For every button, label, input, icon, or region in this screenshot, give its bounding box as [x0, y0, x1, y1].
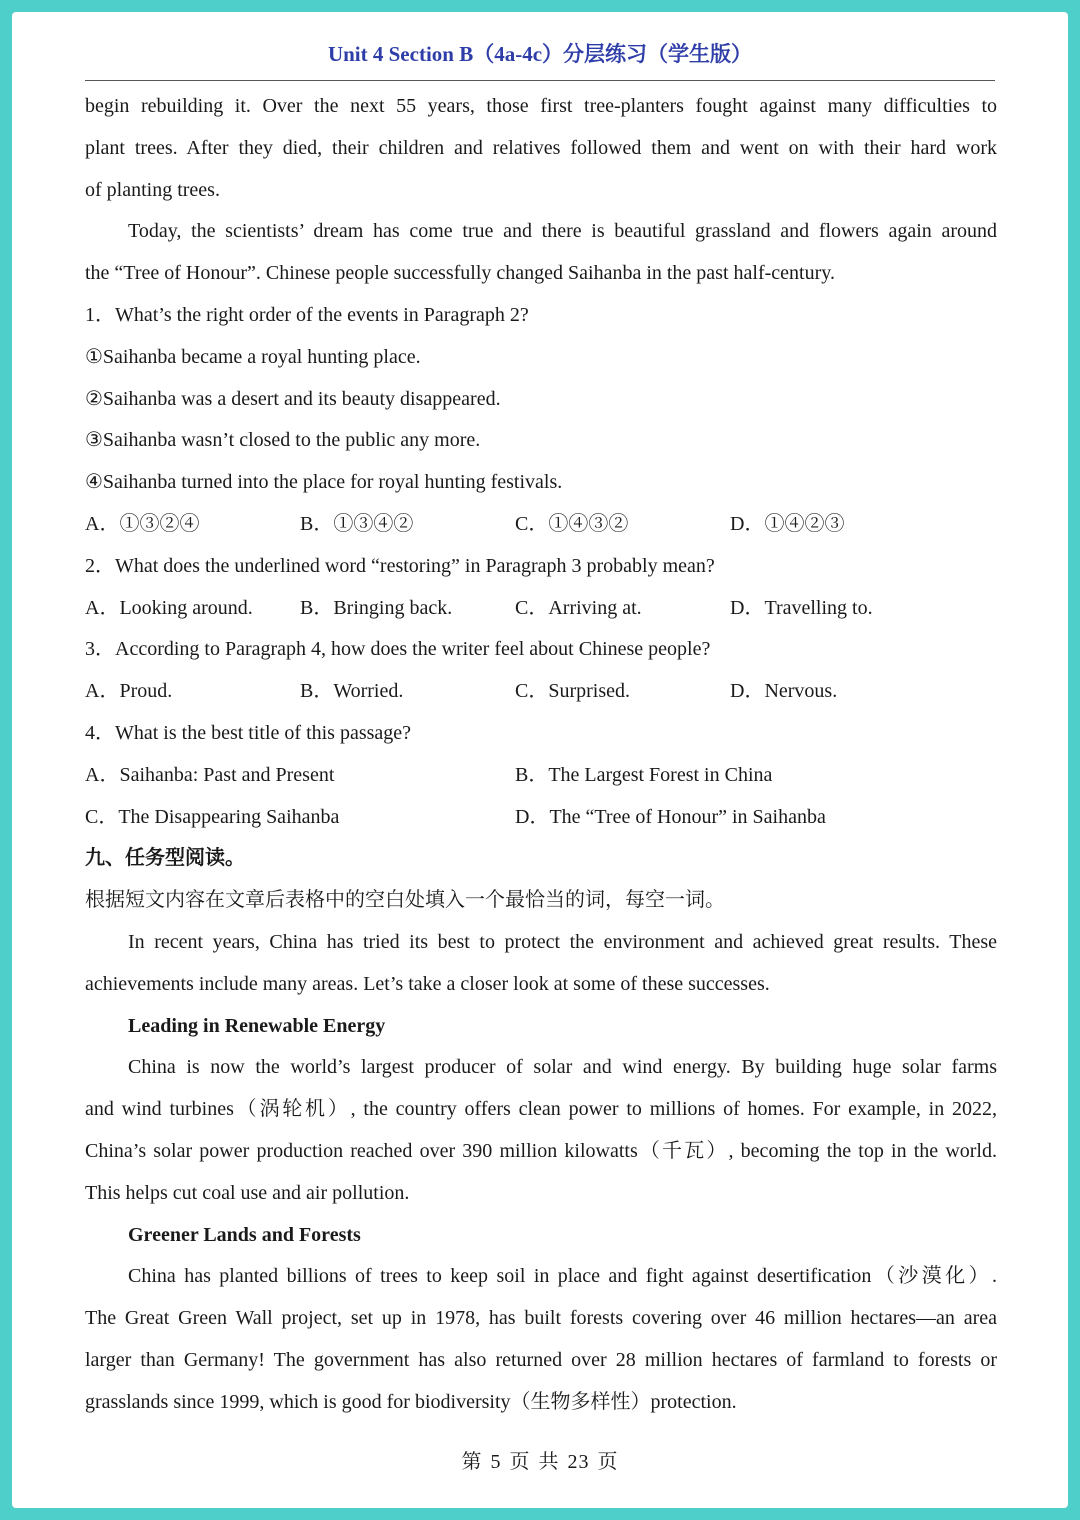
passage-line: China is now the world’s largest producer of solar and wind energy. By building huge solar farms: [128, 1056, 997, 1079]
question-1-stem: 1．What’s the right order of the events in Paragraph 2?: [85, 303, 529, 326]
footer-di: 第: [461, 1451, 483, 1473]
section-9-instruction: 根据短文内容在文章后表格中的空白处填入一个最恰当的词，每空一词。: [85, 889, 725, 912]
option-d: D．①④②③: [730, 512, 845, 535]
question-1-event: ④Saihanba turned into the place for royal hunting festivals.: [85, 471, 563, 494]
option-b: B．Bringing back.: [300, 596, 453, 619]
passage-line: and wind turbines（涡轮机）, the country offers clean power to millions of homes. For example, in 2022,: [85, 1098, 997, 1121]
subheading-renewable-energy: Leading in Renewable Energy: [128, 1014, 386, 1037]
passage-line: This helps cut coal use and air pollution.: [85, 1181, 410, 1204]
section-9-title: 九、任务型阅读。: [85, 847, 245, 870]
page-footer: [12, 1445, 1068, 1474]
option-d: D．Travelling to.: [730, 596, 873, 619]
passage-line: China has planted billions of trees to keep soil in place and fight against desertification（沙漠化）.: [128, 1265, 997, 1288]
passage-line: China’s solar power production reached over 390 million kilowatts（千瓦）, becoming the top in the world.: [85, 1139, 997, 1162]
passage-line: Today, the scientists’ dream has come true and there is beautiful grassland and flowers again around: [128, 220, 997, 243]
page-header-title: Unit 4 Section B（4a-4c）分层练习（学生版）: [327, 42, 753, 66]
question-4-options-cd: [85, 797, 997, 839]
question-4-options-ab: [85, 755, 997, 797]
passage-line: The Great Green Wall project, set up in 1978, has built forests covering over 46 million hectares—an area: [85, 1307, 997, 1330]
option-b: B．The Largest Forest in China: [515, 763, 773, 786]
option-a: A．Looking around.: [85, 596, 253, 619]
option-d: D．The “Tree of Honour” in Saihanba: [515, 805, 826, 828]
footer-ye: 页: [509, 1451, 531, 1473]
page-content: [85, 86, 997, 1424]
subheading-greener-lands: Greener Lands and Forests: [128, 1223, 361, 1246]
passage-line: larger than Germany! The government has also returned over 28 million hectares of farmland to forests or: [85, 1348, 997, 1371]
option-c: C．Arriving at.: [515, 596, 642, 619]
footer-total-pages: 23: [567, 1451, 590, 1473]
passage-line: grasslands since 1999, which is good for biodiversity（生物多样性）protection.: [85, 1390, 737, 1413]
passage-line: In recent years, China has tried its best to protect the environment and achieved great results. These: [128, 930, 997, 953]
question-3-stem: 3．According to Paragraph 4, how does the writer feel about Chinese people?: [85, 638, 711, 661]
passage-line: achievements include many areas. Let’s take a closer look at some of these successes.: [85, 972, 770, 995]
question-1-event: ①Saihanba became a royal hunting place.: [85, 345, 421, 368]
footer-gong: 共: [538, 1451, 560, 1473]
option-a: A．Saihanba: Past and Present: [85, 763, 335, 786]
option-c: C．①④③②: [515, 512, 629, 535]
question-1-options: [85, 504, 997, 546]
passage-line: the “Tree of Honour”. Chinese people successfully changed Saihanba in the past half-century.: [85, 262, 835, 285]
question-1-event: ②Saihanba was a desert and its beauty disappeared.: [85, 387, 501, 410]
passage-line: begin rebuilding it. Over the next 55 years, those first tree-planters fought against many difficulties to: [85, 95, 997, 117]
footer-ye: 页: [597, 1451, 619, 1473]
option-d: D．Nervous.: [730, 680, 838, 703]
question-2-stem: 2．What does the underlined word “restoring” in Paragraph 3 probably mean?: [85, 554, 715, 577]
question-4-stem: 4．What is the best title of this passage?: [85, 721, 412, 744]
question-3-options: [85, 671, 997, 713]
option-b: B．①③④②: [300, 512, 414, 535]
question-2-options: [85, 588, 997, 630]
document-page: [12, 12, 1068, 1508]
option-a: A．Proud.: [85, 680, 173, 703]
passage-line: plant trees. After they died, their children and relatives followed them and went on with their hard work: [85, 136, 997, 159]
option-a: A．①③②④: [85, 512, 200, 535]
question-1-event: ③Saihanba wasn’t closed to the public any more.: [85, 429, 481, 452]
passage-line: of planting trees.: [85, 178, 220, 201]
header-divider: [85, 80, 995, 81]
footer-page-number: 5: [490, 1451, 502, 1473]
option-c: C．Surprised.: [515, 680, 630, 703]
option-c: C．The Disappearing Saihanba: [85, 805, 340, 828]
option-b: B．Worried.: [300, 680, 404, 703]
